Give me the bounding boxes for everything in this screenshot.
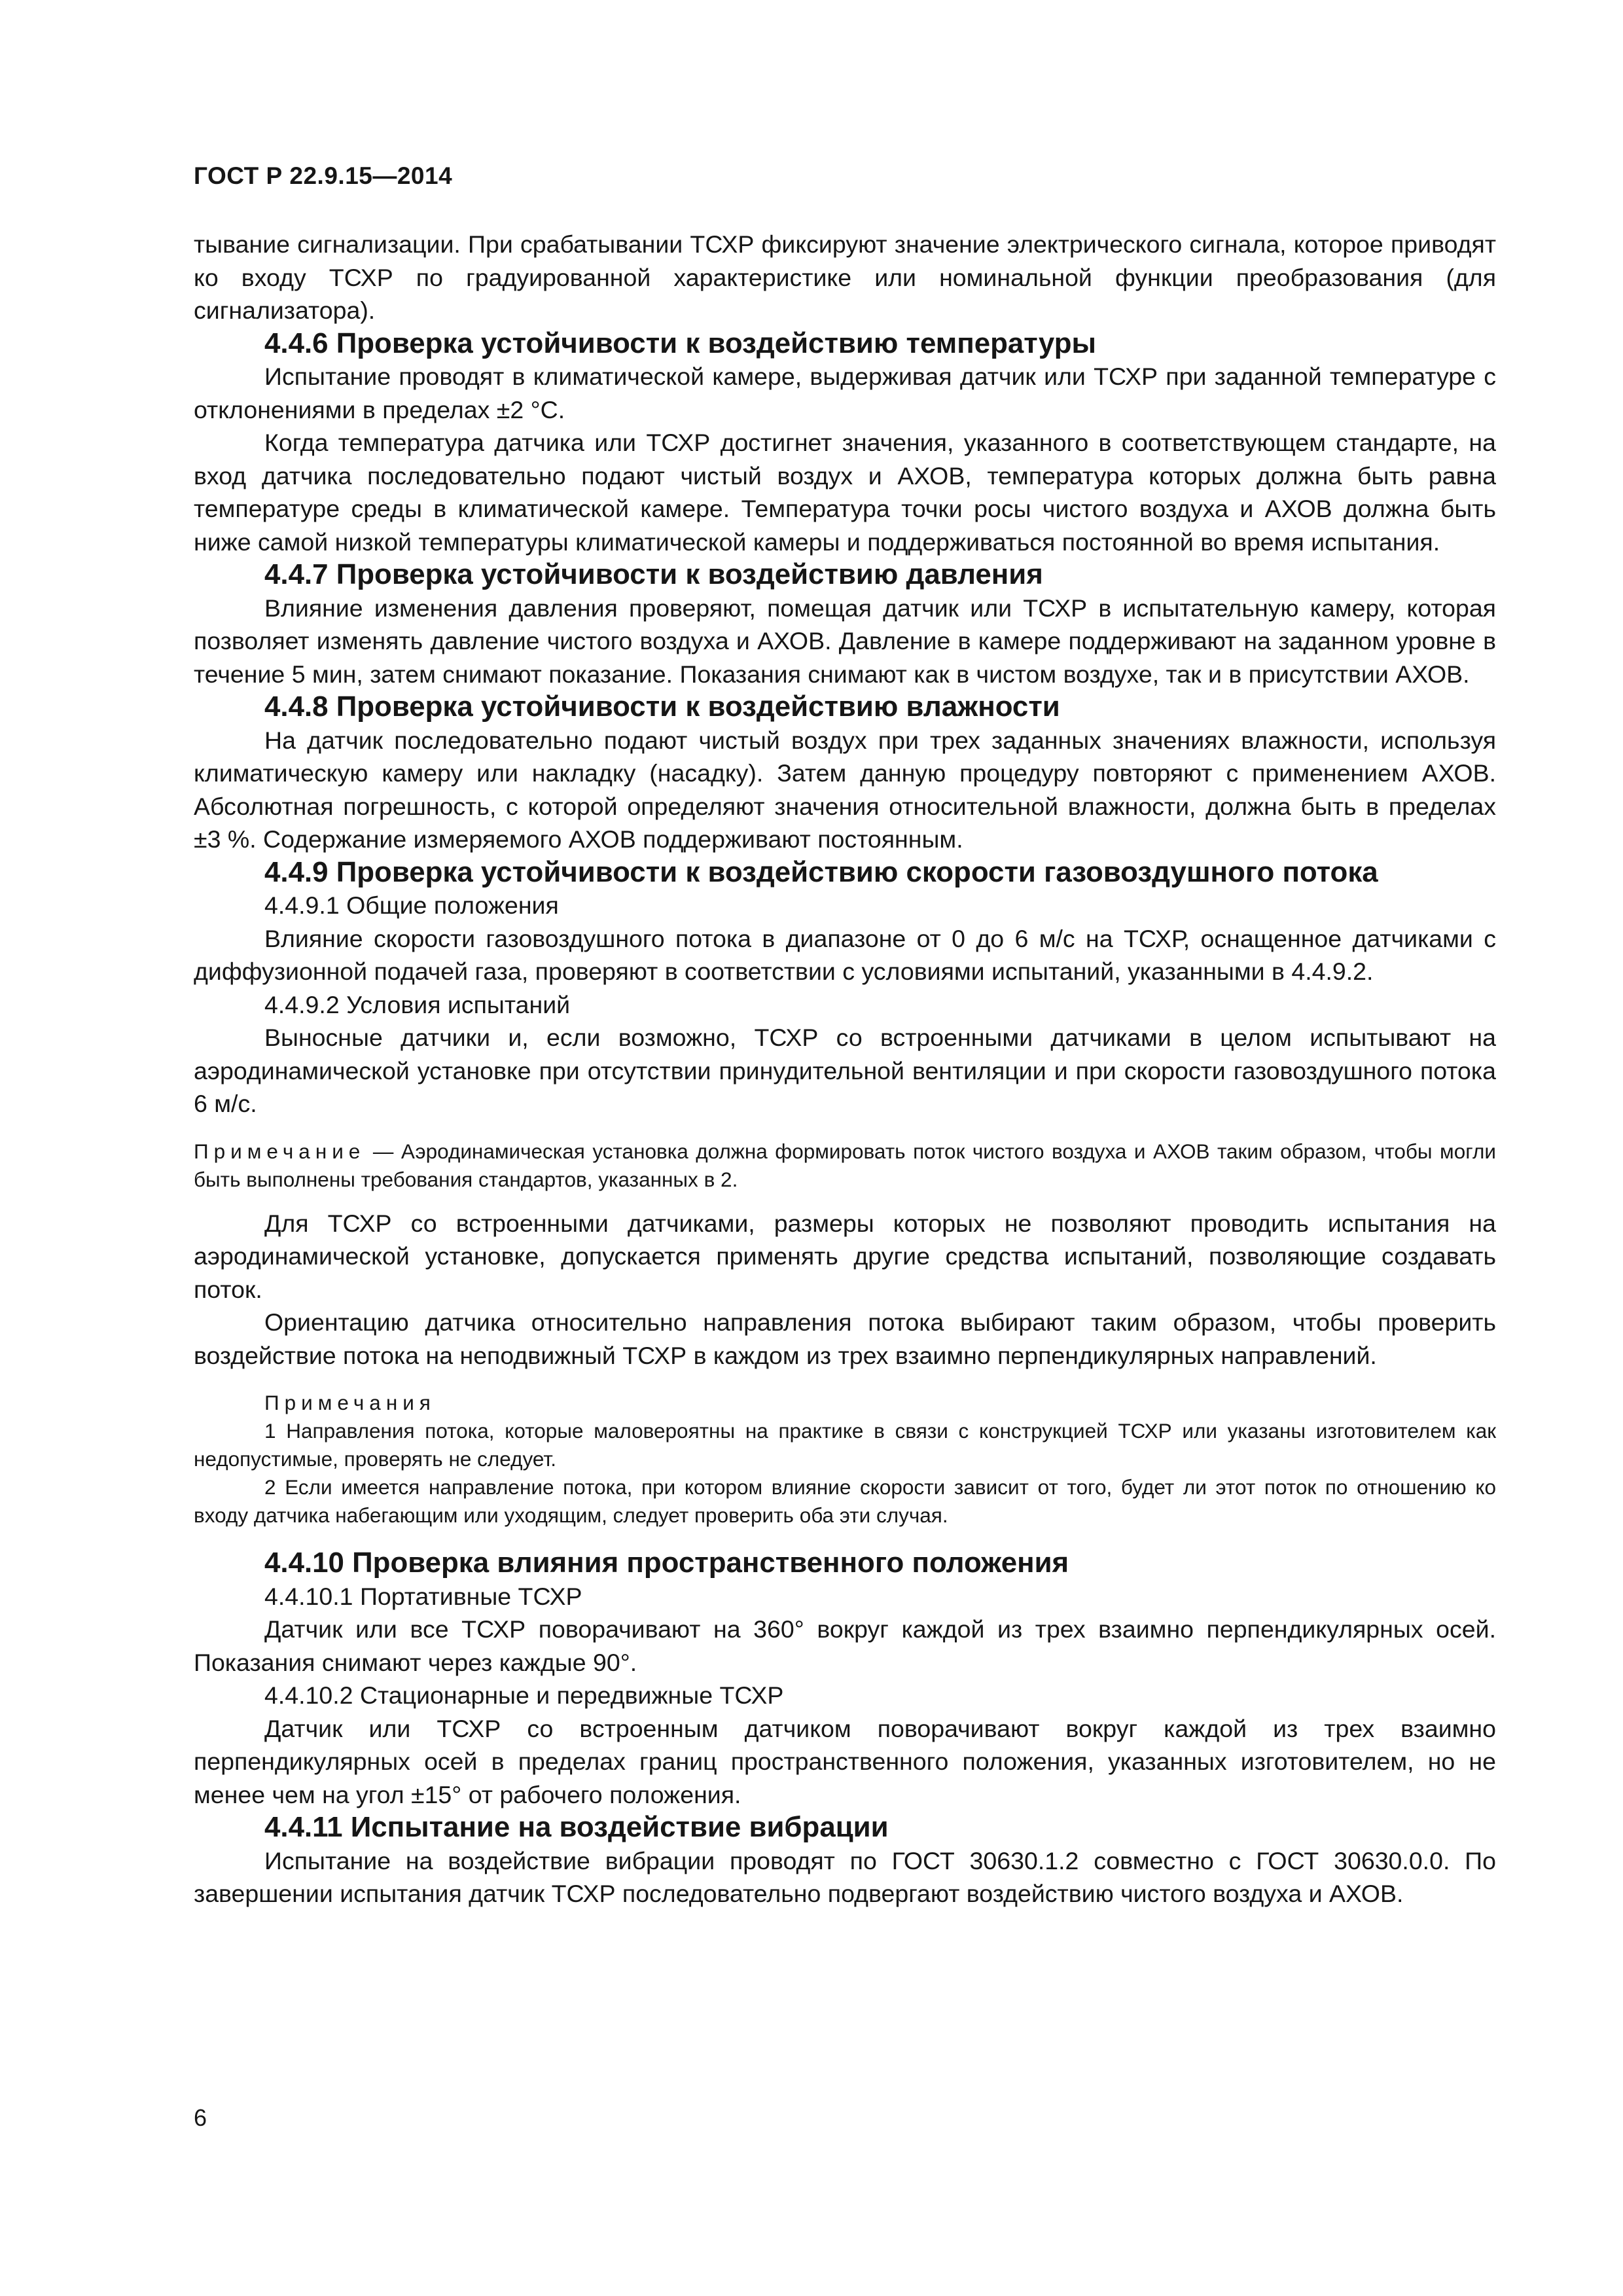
subsection-title: 4.4.9.1 Общие положения <box>264 891 559 919</box>
note-item: 2 Если имеется направление потока, при котором влияние скорости зависит от того, будет ли этот поток по отношению ко входу датчика набегающим или уходящим, следует проверить оба эти случая. <box>194 1475 1496 1527</box>
note-text: — Аэродинамическая установка должна формировать поток чистого воздуха и АХОВ таким образом, чтобы могли быть выполнены требования стандартов, указанных в 2. <box>194 1139 1496 1191</box>
section-heading: 4.4.8 Проверка устойчивости к воздействию влажности <box>264 691 1060 723</box>
paragraph: Когда температура датчика или ТСХР достигнет значения, указанного в соответствующем стандарте, на вход датчика последовательно подают чистый воздух и АХОВ, температура которых должна быть равна температуре среды в климатической камере. Температура точки росы чистого воздуха и АХОВ должна быть ниже самой низкой температуры климатической камеры и поддерживаться постоянной во время испытания. <box>194 429 1496 556</box>
section-heading: 4.4.11 Испытание на воздействие вибрации <box>264 1811 889 1843</box>
subsection-title: 4.4.10.2 Стационарные и передвижные ТСХР <box>264 1681 784 1709</box>
spacer <box>194 1530 1496 1547</box>
document-body <box>194 228 1496 1910</box>
section-heading: 4.4.9 Проверка устойчивости к воздействию скорости газовоздушного потока <box>264 855 1378 888</box>
paragraph: Ориентацию датчика относительно направления потока выбирают таким образом, чтобы проверить воздействие потока на неподвижный ТСХР в каждом из трех взаимно перпендикулярных направлений. <box>194 1308 1496 1369</box>
note-item: 1 Направления потока, которые маловероятны на практике в связи с конструкцией ТСХР или указаны изготовителем как недопустимые, проверять не следует. <box>194 1419 1496 1471</box>
paragraph: Испытание проводят в климатической камере, выдерживая датчик или ТСХР при заданной температуре с отклонениями в пределах ±2 °С. <box>194 363 1496 423</box>
section-heading: 4.4.7 Проверка устойчивости к воздействию давления <box>264 558 1043 590</box>
note <box>194 1138 1496 1194</box>
page-number: 6 <box>194 2104 207 2131</box>
spacer <box>194 1194 1496 1207</box>
paragraph: Испытание на воздействие вибрации проводят по ГОСТ 30630.1.2 совместно с ГОСТ 30630.0.0. По завершении испытания датчик ТСХР последовательно подвергают воздействию чистого воздуха и АХОВ. <box>194 1846 1496 1907</box>
spacer <box>194 1121 1496 1138</box>
spacer <box>194 1372 1496 1389</box>
paragraph: Для ТСХР со встроенными датчиками, размеры которых не позволяют проводить испытания на аэродинамической установке, допускается применять другие средства испытаний, позволяющие создавать поток. <box>194 1209 1496 1303</box>
note-label: Примечание <box>194 1139 366 1163</box>
paragraph: Выносные датчики и, если возможно, ТСХР со встроенными датчиками в целом испытывают на аэродинамической установке при отсутствии принудительной вентиляции и при скорости газовоздушного потока 6 м/с. <box>194 1024 1496 1117</box>
document-header: ГОСТ Р 22.9.15—2014 <box>194 162 453 189</box>
section-heading: 4.4.6 Проверка устойчивости к воздействию температуры <box>264 327 1096 359</box>
paragraph: Датчик или ТСХР со встроенным датчиком поворачивают вокруг каждой из трех взаимно перпендикулярных осей в пределах границ пространственного положения, указанных изготовителем, но не менее чем на угол ±15° от рабочего положения. <box>194 1714 1496 1808</box>
subsection-title: 4.4.10.1 Портативные ТСХР <box>264 1582 582 1610</box>
paragraph: тывание сигнализации. При срабатывании ТСХР фиксируют значение электрического сигнала, которое приводят ко входу ТСХР по градуированной характеристике или номинальной функции преобразования (для сигнализатора). <box>194 230 1496 324</box>
paragraph: Влияние скорости газовоздушного потока в диапазоне от 0 до 6 м/с на ТСХР, оснащенное датчиками с диффузионной подачей газа, проверяют в соответствии с условиями испытаний, указанными в 4.4.9.2. <box>194 924 1496 985</box>
notes-title: Примечания <box>264 1391 436 1414</box>
paragraph: Датчик или все ТСХР поворачивают на 360° вокруг каждой из трех взаимно перпендикулярных осей. Показания снимают через каждые 90°. <box>194 1615 1496 1676</box>
subsection-title: 4.4.9.2 Условия испытаний <box>264 990 571 1018</box>
section-heading: 4.4.10 Проверка влияния пространственного положения <box>264 1547 1069 1579</box>
paragraph: Влияние изменения давления проверяют, помещая датчик или ТСХР в испытательную камеру, которая позволяет изменять давление чистого воздуха и АХОВ. Давление в камере поддерживают на заданном уровне в течение 5 мин, затем снимают показание. Показания снимают как в чистом воздухе, так и в присутствии АХОВ. <box>194 594 1496 688</box>
paragraph: На датчик последовательно подают чистый воздух при трех заданных значениях влажности, используя климатическую камеру или накладку (насадку). Затем данную процедуру повторяют с применением АХОВ. Абсолютная погрешность, с которой определяют значения относительной влажности, должна быть в пределах ±3 %. Содержание измеряемого АХОВ поддерживают постоянным. <box>194 726 1496 853</box>
